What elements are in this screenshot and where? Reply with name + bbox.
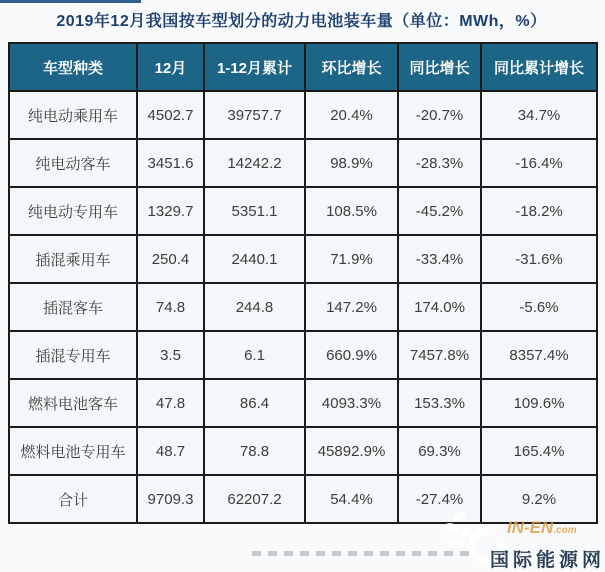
cell-dec: 3.5 — [137, 331, 204, 379]
header-december: 12月 — [137, 43, 204, 91]
cell-yoy-cum: -16.4% — [481, 139, 597, 187]
cell-dec: 4502.7 — [137, 91, 204, 139]
cell-category: 纯电动客车 — [9, 139, 137, 187]
cell-cum: 78.8 — [204, 427, 305, 475]
table-row — [9, 283, 597, 331]
cell-mom: 660.9% — [305, 331, 398, 379]
table-row — [9, 379, 597, 427]
cell-mom: 108.5% — [305, 187, 398, 235]
top-border-line — [0, 0, 141, 3]
cell-yoy-cum: 9.2% — [481, 475, 597, 523]
cell-mom: 45892.9% — [305, 427, 398, 475]
watermark-cutoff-text: 国际能源网 — [490, 550, 605, 571]
cell-cum: 86.4 — [204, 379, 305, 427]
cell-cum: 14242.2 — [204, 139, 305, 187]
table-row — [9, 235, 597, 283]
cell-yoy: -33.4% — [398, 235, 481, 283]
cell-category: 插混客车 — [9, 283, 137, 331]
cell-mom: 54.4% — [305, 475, 398, 523]
table-row — [9, 331, 597, 379]
cell-yoy-cum: 8357.4% — [481, 331, 597, 379]
header-cumulative: 1-12月累计 — [204, 43, 305, 91]
cell-mom: 98.9% — [305, 139, 398, 187]
cell-yoy: 7457.8% — [398, 331, 481, 379]
cell-cum: 2440.1 — [204, 235, 305, 283]
cell-category: 纯电动乘用车 — [9, 91, 137, 139]
table-header-row — [9, 43, 597, 91]
cell-mom: 20.4% — [305, 91, 398, 139]
cell-yoy: 174.0% — [398, 283, 481, 331]
cell-yoy: 153.3% — [398, 379, 481, 427]
header-yoy-cum-growth: 同比累计增长 — [481, 43, 597, 91]
cell-yoy: -45.2% — [398, 187, 481, 235]
header-mom-growth: 环比增长 — [305, 43, 398, 91]
cell-category: 插混乘用车 — [9, 235, 137, 283]
cell-yoy-cum: 109.6% — [481, 379, 597, 427]
watermark-brand-name: IN-EN — [507, 518, 554, 537]
cell-category: 燃料电池客车 — [9, 379, 137, 427]
table-row — [9, 427, 597, 475]
cell-mom: 147.2% — [305, 283, 398, 331]
cell-yoy: 69.3% — [398, 427, 481, 475]
cell-yoy: -28.3% — [398, 139, 481, 187]
table-row — [9, 91, 597, 139]
table-row — [9, 139, 597, 187]
cell-category: 合计 — [9, 475, 137, 523]
cell-yoy-cum: 34.7% — [481, 91, 597, 139]
cell-yoy-cum: -31.6% — [481, 235, 597, 283]
cell-cum: 62207.2 — [204, 475, 305, 523]
cell-dec: 1329.7 — [137, 187, 204, 235]
cell-cum: 6.1 — [204, 331, 305, 379]
cell-category: 燃料电池专用车 — [9, 427, 137, 475]
cell-dec: 250.4 — [137, 235, 204, 283]
cutoff-text-fragment — [252, 551, 472, 556]
page-title: 2019年12月我国按车型划分的动力电池装车量（单位：MWh，%） — [56, 13, 547, 30]
cell-dec: 3451.6 — [137, 139, 204, 187]
battery-installation-table — [8, 42, 598, 524]
cell-mom: 71.9% — [305, 235, 398, 283]
cell-category: 纯电动专用车 — [9, 187, 137, 235]
cell-dec: 48.7 — [137, 427, 204, 475]
watermark-brand-suffix: .com — [553, 525, 577, 536]
table-row — [9, 187, 597, 235]
cell-yoy: -27.4% — [398, 475, 481, 523]
header-vehicle-type: 车型种类 — [9, 43, 137, 91]
cell-cum: 39757.7 — [204, 91, 305, 139]
cell-dec: 9709.3 — [137, 475, 204, 523]
cell-yoy-cum: 165.4% — [481, 427, 597, 475]
table-body — [9, 91, 597, 523]
table-row-total — [9, 475, 597, 523]
header-yoy-growth: 同比增长 — [398, 43, 481, 91]
cell-yoy-cum: -5.6% — [481, 283, 597, 331]
cell-dec: 74.8 — [137, 283, 204, 331]
cell-cum: 244.8 — [204, 283, 305, 331]
cell-dec: 47.8 — [137, 379, 204, 427]
cell-mom: 4093.3% — [305, 379, 398, 427]
cell-yoy: -20.7% — [398, 91, 481, 139]
cell-yoy-cum: -18.2% — [481, 187, 597, 235]
cell-cum: 5351.1 — [204, 187, 305, 235]
cell-category: 插混专用车 — [9, 331, 137, 379]
